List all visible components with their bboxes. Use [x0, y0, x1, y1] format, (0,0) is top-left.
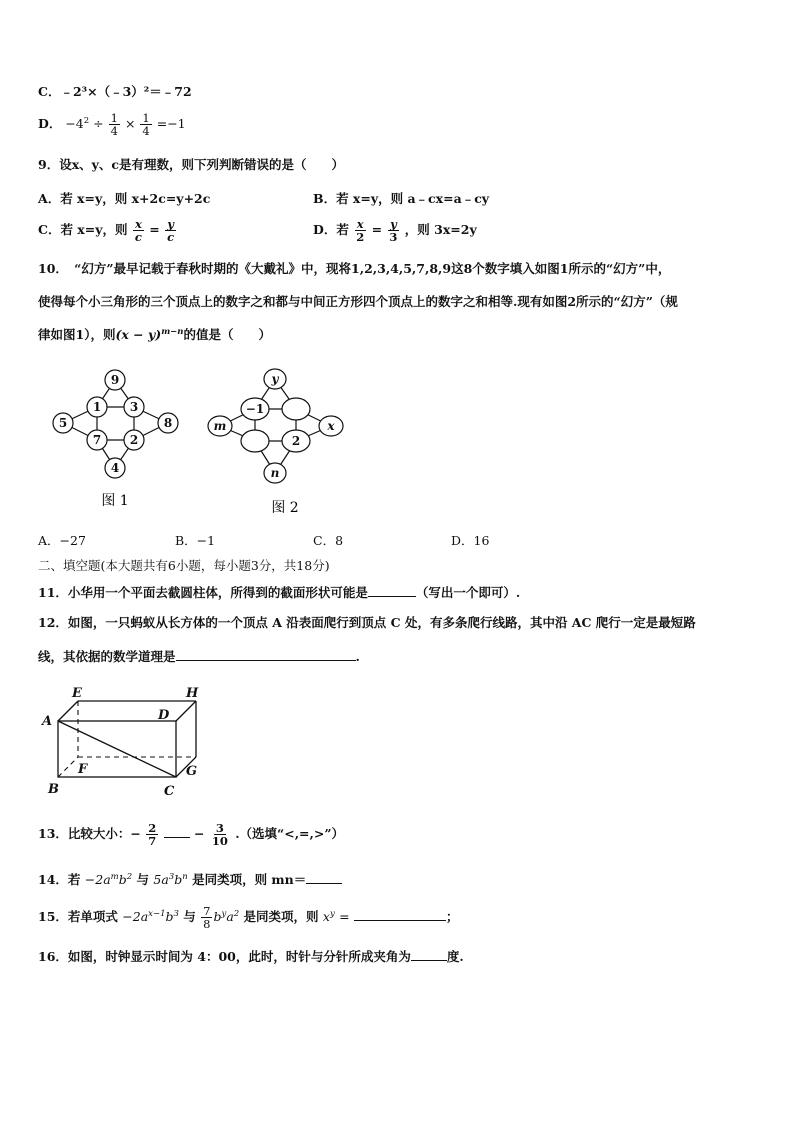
q8-option-c: C．﹣2³×（﹣3）²＝﹣72 [38, 84, 192, 99]
label-A: A [42, 714, 53, 729]
fraction: $\frac{1}{4}$ [142, 111, 150, 139]
q10-option-d: D．16 [451, 533, 490, 548]
answer-blank [411, 948, 447, 961]
q9-option-c: C．若 x=y，则 $\frac{x}{c}$ = $\frac{y}{c}$ [38, 217, 175, 245]
label-B: B [48, 782, 59, 797]
q10-option-c: C．8 [313, 533, 344, 548]
q12-line2: 线，其依据的数学道理是 . [38, 649, 360, 664]
label-C: C [164, 784, 175, 799]
fig1-right: 8 [163, 416, 173, 430]
label-F: F [78, 762, 88, 777]
fig2-bottom: n [270, 466, 280, 480]
q12-line1: 12．如图，一只蚂蚁从长方体的一个顶点 A 沿表面爬行到顶点 C 处，有多条爬行线路，其中沿 AC 爬行一定是最短路 [38, 615, 696, 630]
magic-square-figure-1 [45, 365, 195, 515]
fig1-bottom: 4 [110, 461, 120, 475]
q10-line3: 律如图1），则$(x - y)^{m-n}$的值是（ ） [38, 327, 271, 343]
q13: 13．比较大小：− $\frac{2}{7}$ − $\frac{3}{10}$ .（选填“<,=,>”） [38, 821, 345, 849]
label-E: E [72, 686, 82, 701]
q14: 14．若 $-2a^mb^2$ 与 $5a^3b^n$ 是同类项，则 mn＝ [38, 871, 342, 887]
fig2-br: 2 [291, 434, 301, 448]
fig1-tl: 1 [92, 400, 102, 414]
fig2-left: m [213, 419, 227, 433]
fig1-br: 2 [129, 433, 139, 447]
q15: 15．若单项式 $-2a^{x-1}b^3$ 与 $\frac{7}{8}$ $b^ya^2$ 是同类项，则 $x^y$ = ； [38, 904, 459, 932]
fraction: $\frac{1}{4}$ [110, 111, 118, 139]
q9-option-b: B．若 x=y，则 a﹣cx=a﹣cy [313, 191, 490, 206]
fig1-tr: 3 [129, 400, 139, 414]
q8-option-d: D． $-4^2$ ÷ $\frac{1}{4}$ × $\frac{1}{4}$ =−1 [38, 111, 186, 139]
cuboid-figure [38, 683, 213, 801]
q10-line2: 使得每个小三角形的三个顶点上的数字之和都与中间正方形四个顶点上的数字之和相等.现有如图2所示的“幻方”（规 [38, 294, 678, 309]
label-H: H [186, 686, 199, 701]
fig2-top: y [271, 372, 279, 386]
answer-blank [306, 871, 342, 884]
answer-blank [176, 648, 356, 661]
q10-option-b: B．−1 [175, 533, 216, 548]
q9-stem: 9．设x、y、c是有理数，则下列判断错误的是（ ） [38, 157, 345, 172]
q9-option-a: A．若 x=y，则 x+2c=y+2c [38, 191, 211, 206]
label-G: G [186, 764, 198, 779]
q16: 16．如图，时钟显示时间为 4：00，此时，时针与分针所成夹角为 度. [38, 949, 464, 964]
answer-blank [164, 825, 190, 838]
fig1-left: 5 [58, 416, 68, 430]
q10-option-a: A．−27 [38, 533, 86, 548]
fig2-right: x [327, 419, 335, 433]
fig2-caption: 图 2 [271, 500, 299, 516]
label-D: D [158, 708, 170, 723]
magic-square-figure-2 [205, 365, 365, 520]
section-heading-fill-in: 二、填空题(本大题共有6小题，每小题3分，共18分) [38, 558, 330, 573]
q9-option-d: D．若 $\frac{x}{2}$ = $\frac{y}{3}$ ，则 3x=2y [313, 217, 477, 245]
answer-blank [354, 908, 446, 921]
q10-line1: 10． “幻方”最早记载于春秋时期的《大戴礼》中，现将1,2,3,4,5,7,8,9这8个数字填入如图1所示的“幻方”中， [38, 261, 671, 276]
answer-blank [368, 584, 416, 597]
fig1-caption: 图 1 [101, 493, 129, 509]
q11: 11．小华用一个平面去截圆柱体，所得到的截面形状可能是 （写出一个即可）. [38, 585, 521, 600]
fig1-bl: 7 [92, 433, 102, 447]
fig2-tl: −1 [245, 402, 265, 416]
fig1-top: 9 [110, 373, 120, 387]
